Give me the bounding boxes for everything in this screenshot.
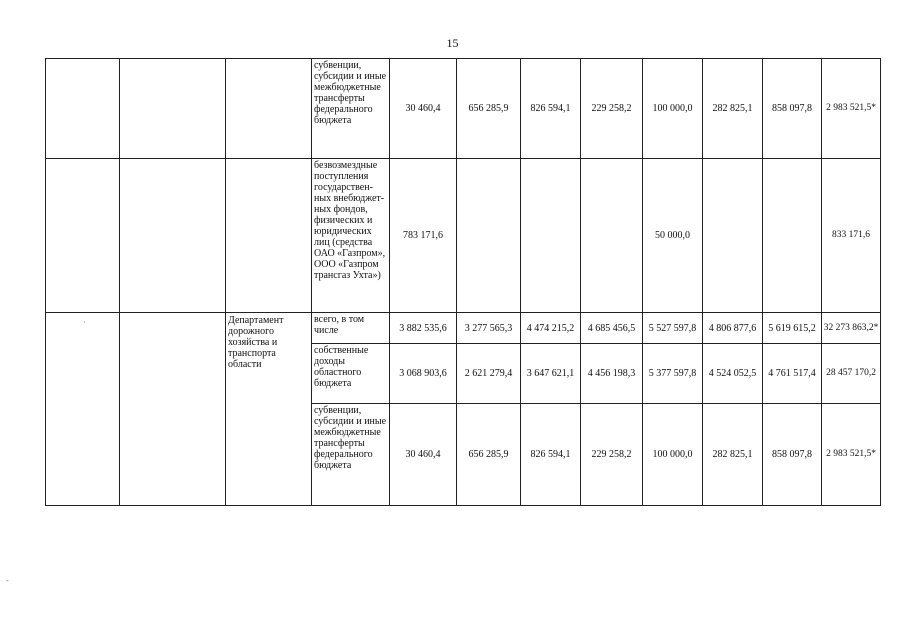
funding-source-cell: собственные доходы областного бюджета	[312, 344, 390, 404]
total-cell: 32 273 863,2*	[822, 313, 881, 344]
value-cell: 656 285,9	[457, 59, 521, 159]
value-cell: 5 377 597,8	[643, 344, 703, 404]
total-cell: 833 171,6	[822, 159, 881, 313]
value-cell: 3 277 565,3	[457, 313, 521, 344]
value-cell: 229 258,2	[581, 59, 643, 159]
value-cell: 100 000,0	[643, 404, 703, 506]
value-cell: 4 524 052,5	[703, 344, 763, 404]
value-cell: 2 621 279,4	[457, 344, 521, 404]
funding-source-cell: безвозмездные поступления государствен-ных внебюджет-ных фондов, физических и юридических лиц (средства ОАО «Газпром», ООО «Газпром трансгаз Ухта»)	[312, 159, 390, 313]
subprogram-cell	[120, 159, 226, 313]
value-cell: 826 594,1	[521, 59, 581, 159]
table-row	[46, 313, 881, 344]
value-cell: 100 000,0	[643, 59, 703, 159]
page-number: 15	[446, 36, 459, 50]
executor-cell	[226, 159, 312, 313]
table-row	[46, 59, 881, 159]
total-cell: 2 983 521,5*	[822, 59, 881, 159]
funding-source-cell: субвенции, субсидии и иные межбюджетные трансферты федерального бюджета	[312, 404, 390, 506]
value-cell	[521, 159, 581, 313]
value-cell: 5 619 615,2	[763, 313, 822, 344]
edge-scan-mark: -	[6, 576, 9, 585]
value-cell: 4 761 517,4	[763, 344, 822, 404]
value-cell: 30 460,4	[390, 59, 457, 159]
table-row	[46, 159, 881, 313]
value-cell	[457, 159, 521, 313]
subprogram-cell	[120, 59, 226, 159]
value-cell: 282 825,1	[703, 404, 763, 506]
value-cell: 3 068 903,6	[390, 344, 457, 404]
funding-source-cell: всего, в том числе	[312, 313, 390, 344]
value-cell: 826 594,1	[521, 404, 581, 506]
value-cell: 4 685 456,5	[581, 313, 643, 344]
value-cell: 229 258,2	[581, 404, 643, 506]
value-cell: 3 882 535,6	[390, 313, 457, 344]
value-cell: 3 647 621,1	[521, 344, 581, 404]
value-cell: 30 460,4	[390, 404, 457, 506]
budget-table	[45, 58, 881, 506]
value-cell: 4 456 198,3	[581, 344, 643, 404]
value-cell: 858 097,8	[763, 404, 822, 506]
value-cell: 50 000,0	[643, 159, 703, 313]
value-cell: 4 474 215,2	[521, 313, 581, 344]
executor-cell	[226, 59, 312, 159]
program-cell	[46, 313, 120, 506]
department-name: Департамент дорожного хозяйства и транспорта области	[226, 313, 312, 506]
value-cell: 4 806 877,6	[703, 313, 763, 344]
program-cell	[46, 159, 120, 313]
program-cell	[46, 59, 120, 159]
value-cell: 656 285,9	[457, 404, 521, 506]
scan-artifact-mark: ·	[83, 318, 86, 327]
value-cell	[703, 159, 763, 313]
value-cell: 5 527 597,8	[643, 313, 703, 344]
value-cell	[581, 159, 643, 313]
total-cell: 28 457 170,2	[822, 344, 881, 404]
value-cell: 858 097,8	[763, 59, 822, 159]
value-cell: 783 171,6	[390, 159, 457, 313]
value-cell: 282 825,1	[703, 59, 763, 159]
value-cell	[763, 159, 822, 313]
subprogram-cell	[120, 313, 226, 506]
total-cell: 2 983 521,5*	[822, 404, 881, 506]
funding-source-cell: субвенции, субсидии и иные межбюджетные трансферты федерального бюджета	[312, 59, 390, 159]
